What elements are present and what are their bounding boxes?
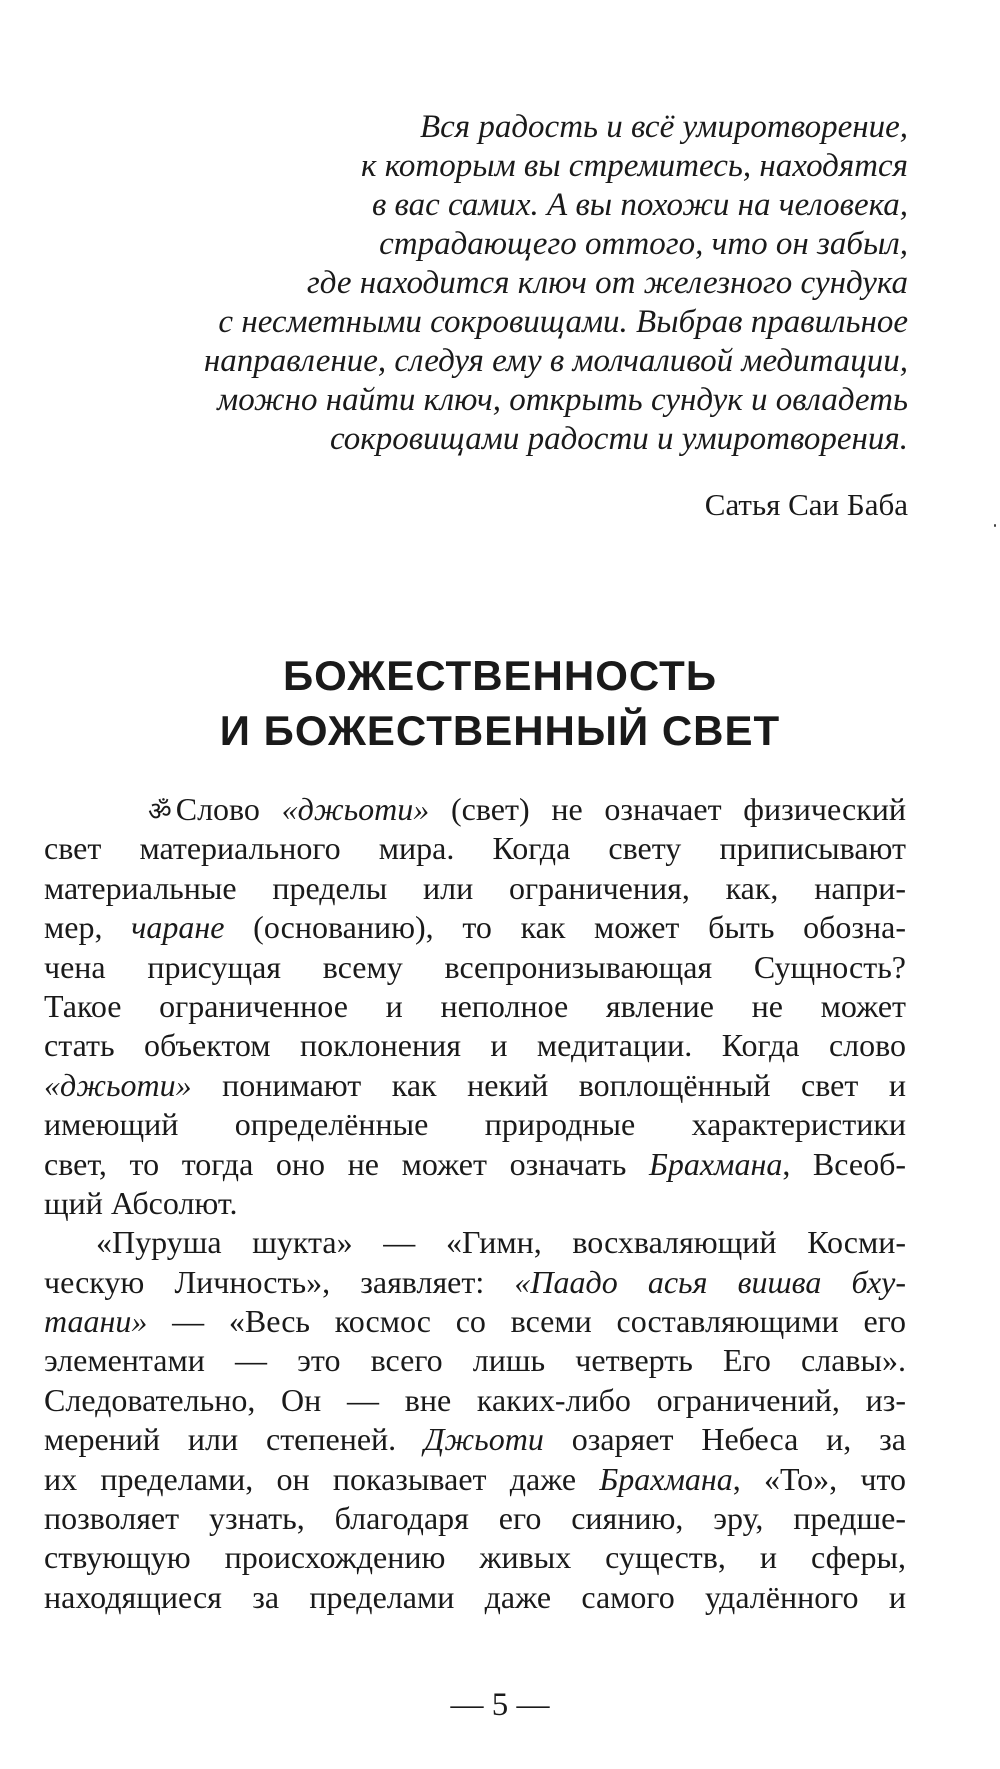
chapter-title xyxy=(0,648,1000,758)
paragraph-line: позволяет узнать, благодаря его сиянию, эру, предше- xyxy=(44,1500,906,1537)
page-number: — 5 — xyxy=(450,1687,550,1723)
om-icon: ॐ xyxy=(148,797,172,827)
epigraph-line: в вас самих. А вы похожи на человека, xyxy=(371,187,908,223)
paragraph-line: стать объектом поклонения и медитации. Когда слово xyxy=(44,1027,906,1064)
epigraph-quote xyxy=(128,108,908,459)
epigraph-line: направление, следуя ему в молчаливой медитации, xyxy=(203,343,908,379)
epigraph-line: к которым вы стремитесь, находятся xyxy=(361,148,908,184)
paragraph-line: «джьоти» понимают как некий воплощённый свет и xyxy=(44,1066,906,1103)
epigraph-line: с несметными сокровищами. Выбрав правильное xyxy=(218,304,908,340)
paragraph-line: «Пуруша шукта» — «Гимн, восхваляющий Косми- xyxy=(96,1224,906,1261)
paragraph-line: их пределами, он показывает даже Брахмана, «То», что xyxy=(44,1460,907,1497)
paragraph-line: имеющий определённые природные характеристики xyxy=(44,1106,906,1143)
paragraph-line: мер, чаране (основанию), то как может быть обозна- xyxy=(44,909,907,946)
epigraph-author: Сатья Саи Баба xyxy=(704,487,908,522)
chapter-title-line: БОЖЕСТВЕННОСТЬ xyxy=(282,652,718,699)
scan-speck xyxy=(994,524,996,527)
paragraph-line: ствующую происхождению живых существ, и сферы, xyxy=(44,1539,906,1576)
paragraph-line: Следовательно, Он — вне каких-либо ограничений, из- xyxy=(44,1381,906,1418)
chapter-title-line: И БОЖЕСТВЕННЫЙ СВЕТ xyxy=(219,707,781,754)
paragraph-line: таани» — «Весь космос со всеми составляющими его xyxy=(44,1303,906,1340)
paragraph-line: свет материального мира. Когда свету приписывают xyxy=(44,830,906,867)
epigraph-line: страдающего оттого, что он забыл, xyxy=(379,226,908,262)
paragraph-line: чена присущая всему всепронизывающая Сущность? xyxy=(44,948,906,985)
paragraph-line: находящиеся за пределами даже самого удалённого и xyxy=(44,1578,906,1615)
paragraph-line: щий Абсолют. xyxy=(44,1184,238,1221)
epigraph-line: можно найти ключ, открыть сундук и овладеть xyxy=(217,382,908,418)
paragraph-line: ческую Личность», заявляет: «Паадо асья вишва бху- xyxy=(44,1263,907,1300)
paragraph-line: элементами — это всего лишь четверть Его славы». xyxy=(44,1342,906,1379)
paragraph-line: Такое ограниченное и неполное явление не может xyxy=(44,987,906,1024)
epigraph-line: где находится ключ от железного сундука xyxy=(306,265,908,301)
epigraph-line: Вся радость и всё умиротворение, xyxy=(419,109,908,145)
paragraph-line: мерений или степеней. Джьоти озаряет Небеса и, за xyxy=(44,1421,907,1458)
paragraph-line: свет, то тогда оно не может означать Брахмана, Всеоб- xyxy=(44,1145,907,1182)
epigraph-line: сокровищами радости и умиротворения. xyxy=(329,421,908,457)
chapter-body xyxy=(44,790,906,1617)
paragraph-line: ॐ Слово «джьоти» (свет) не означает физический xyxy=(44,790,906,829)
paragraph-line: материальные пределы или ограничения, как, напри- xyxy=(44,869,906,906)
